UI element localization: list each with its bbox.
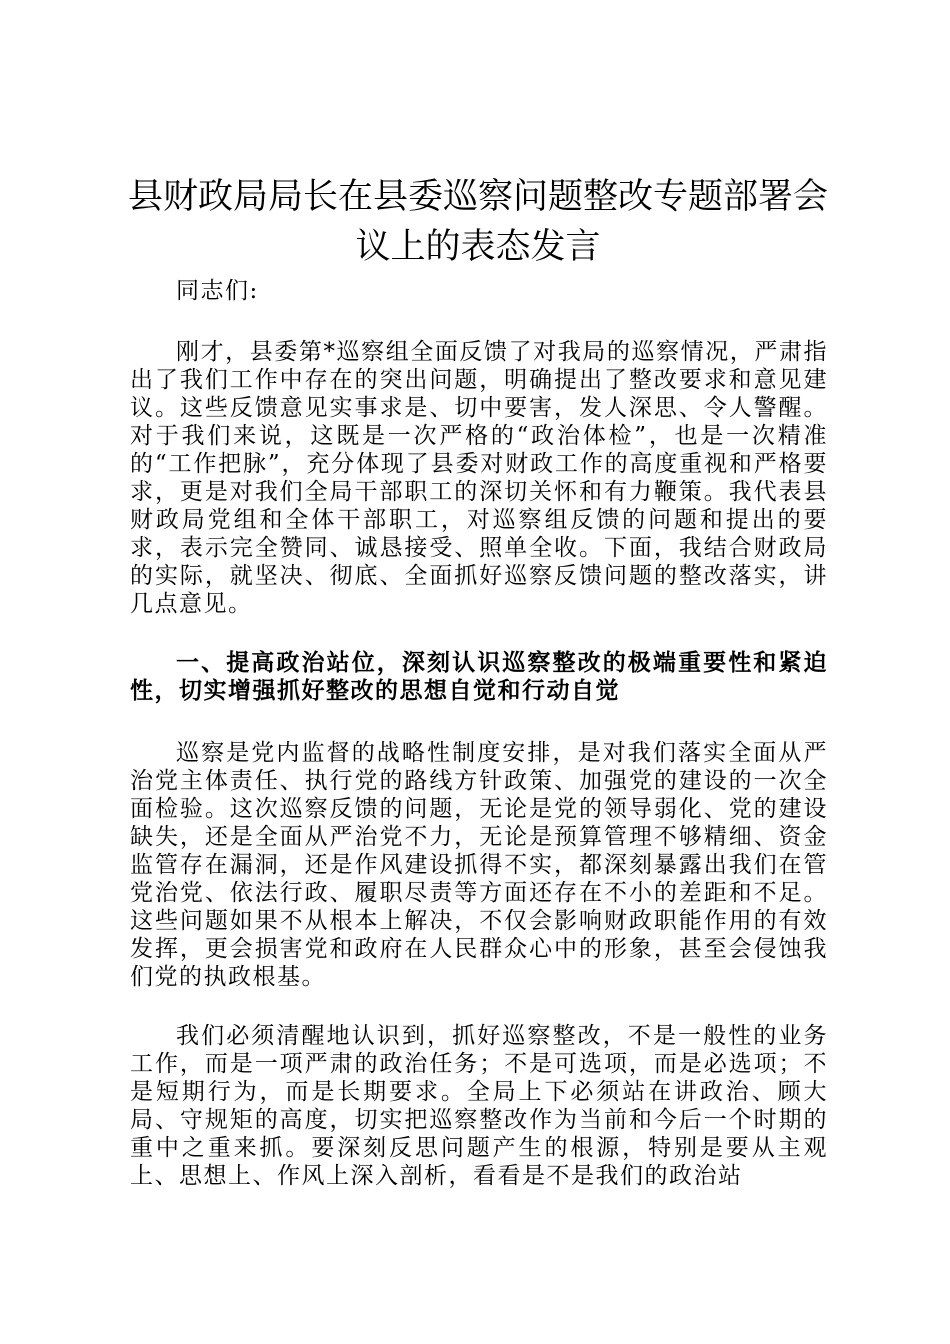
paragraph-1: 巡察是党内监督的战略性制度安排，是对我们落实全面从严治党主体责任、执行党的路线方针政策、加强党的建设的一次全面检验。这次巡察反馈的问题，无论是党的领导弱化、党的建设缺失，还是全面从严治党不力，无论是预算管理不够精细、资金监管存在漏洞，还是作风建设抓得不实，都深刻暴露出我们在管党治党、依法行政、履职尽责等方面还存在不小的差距和不足。这些问题如果不从根本上解决，不仅会影响财政职能作用的有效发挥，更会损害党和政府在人民群众心中的形象，甚至会侵蚀我们党的执政根基。	[130, 740, 828, 990]
document-body	[130, 277, 828, 1190]
paragraph-intro: 刚才，县委第*巡察组全面反馈了对我局的巡察情况，严肃指出了我们工作中存在的突出问题，明确提出了整改要求和意见建议。这些反馈意见实事求是、切中要害，发人深思、令人警醒。对于我们来说，这既是一次严格的“政治体检”，也是一次精准的“工作把脉”，充分体现了县委对财政工作的高度重视和严格要求，更是对我们全局干部职工的深切关怀和有力鞭策。我代表县财政局党组和全体干部职工，对巡察组反馈的问题和提出的要求，表示完全赞同、诚恳接受、照单全收。下面，我结合财政局的实际，就坚决、彻底、全面抓好巡察反馈问题的整改落实，讲几点意见。	[130, 339, 828, 617]
salutation: 同志们:	[176, 278, 259, 304]
paragraph-2: 我们必须清醒地认识到，抓好巡察整改，不是一般性的业务工作，而是一项严肃的政治任务；不是可选项，而是必选项；不是短期行为，而是长期要求。全局上下必须站在讲政治、顾大局、守规矩的高度，切实把巡察整改作为当前和今后一个时期的重中之重来抓。要深刻反思问题产生的根源，特别是要从主观上、思想上、作风上深入剖析，看看是不是我们的政治站	[130, 1023, 828, 1189]
section-heading-1: 一、提高政治站位，深刻认识巡察整改的极端重要性和紧迫性，切实增强抓好整改的思想自觉和行动自觉	[130, 650, 828, 704]
document-title: 县财政局局长在县委巡察问题整改专题部署会议上的表态发言	[127, 177, 828, 267]
